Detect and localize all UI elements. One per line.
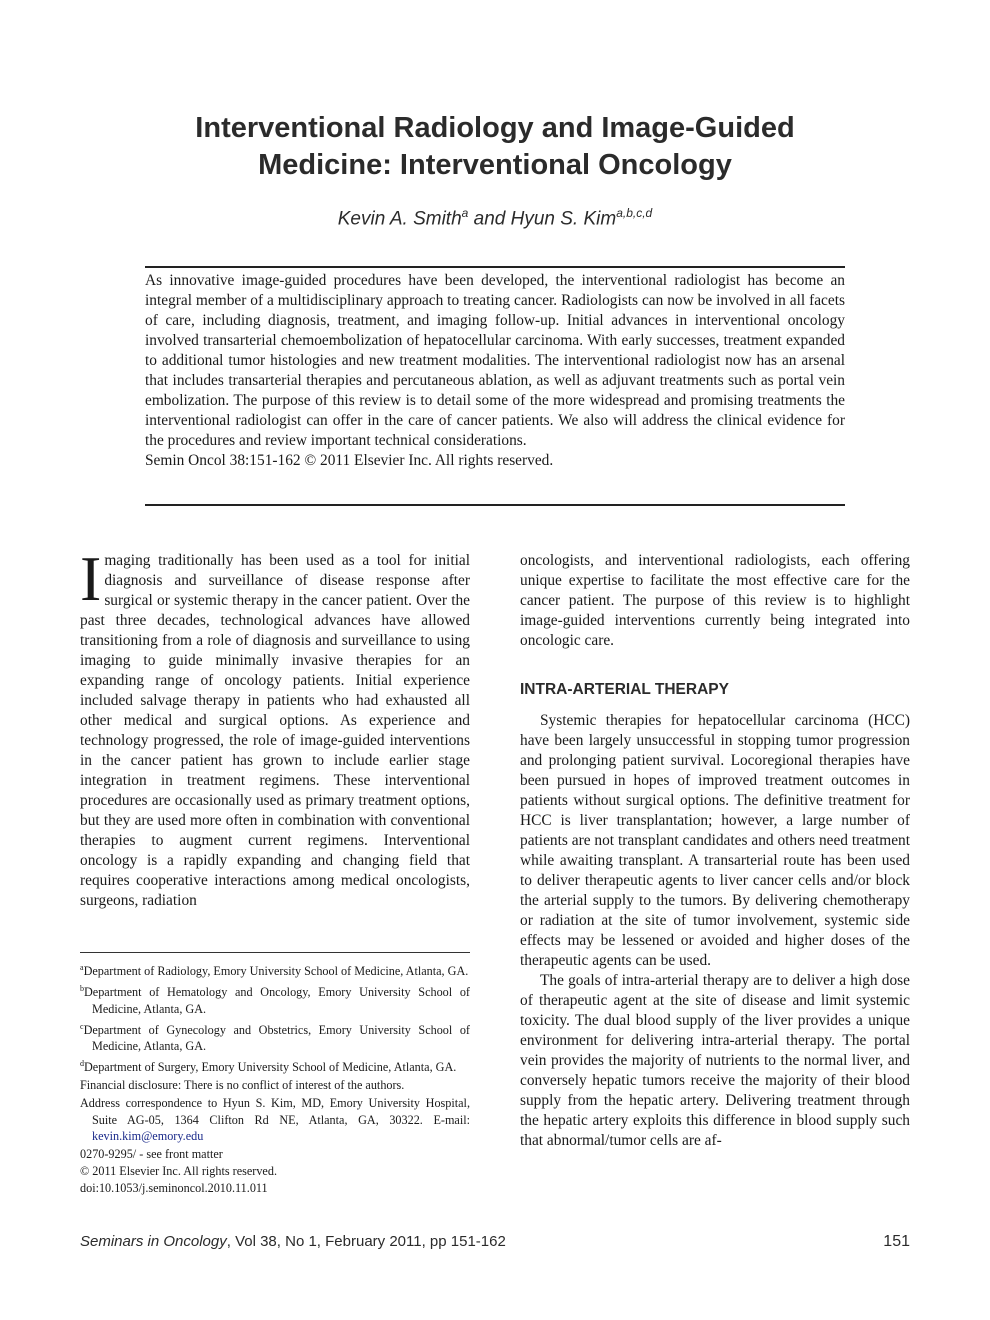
footnote-c-mark: c xyxy=(80,1021,84,1031)
correspondence xyxy=(80,1095,470,1145)
abstract-text: As innovative image-guided procedures have been developed, the interventional radiologist has become an integral member of a multidisciplinary approach to treating cancer. Radiologists can now be involved in all facets of care, including diagnosis, treatment, and imaging follow-up. Initial advances in interventional oncology involved transarterial chemoembolization of hepatocellular carcinoma. With early successes, treatment expanded to additional tumor histologies and new treatment modalities. The interventional radiologist now has an arsenal that includes transarterial therapies and percutaneous ablation, as well as adjuvant treatments such as portal vein embolization. The purpose of this review is to detail some of the more widespread and promising treatments the interventional radiologist can offer in the care of cancer patients. We also will address the clinical evidence for the procedures and review important technical considerations. xyxy=(145,272,845,449)
footnote-c xyxy=(80,1019,470,1056)
financial-disclosure: Financial disclosure: There is no conflict of interest of the authors. xyxy=(80,1078,405,1093)
footnote-a xyxy=(80,960,470,980)
journal-details: , Vol 38, No 1, February 2011, pp 151-162 xyxy=(226,1233,506,1250)
footnote-a-text: Department of Radiology, Emory University School of Medicine, Atlanta, GA. xyxy=(83,964,469,979)
correspondence-text: Address correspondence to Hyun S. Kim, MD, Emory University Hospital, Suite AG-05, 1364 Clifton Rd NE, Atlanta, GA, 30322. E-mail: xyxy=(80,1095,470,1127)
page-footer xyxy=(80,1233,910,1250)
footnote-rule xyxy=(80,952,470,953)
footnote-d-text: Department of Surgery, Emory University School of Medicine, Atlanta, GA. xyxy=(84,1060,457,1075)
author-2: Hyun S. Kim xyxy=(510,208,617,230)
footnote-d xyxy=(80,1056,470,1076)
title-line-1: Interventional Radiology and Image-Guided xyxy=(195,112,795,144)
author-2-affiliation: a,b,c,d xyxy=(616,206,653,220)
abstract-citation: Semin Oncol 38:151-162 © 2011 Elsevier Inc. All rights reserved. xyxy=(145,452,554,469)
footnotes xyxy=(80,960,470,1197)
doi: doi:10.1053/j.seminoncol.2010.11.011 xyxy=(80,1180,268,1195)
intro-text: maging traditionally has been used as a tool for initial diagnosis and surveillance of disease response after surgical or systemic therapy in the cancer patient. Over the past three decades, technological advances have allowed transitioning from a role of diagnosis and surveillance to using imaging to guide minimally invasive therapies for an expanding range of oncology patients. Initial experience included salvage therapy in patients who had exhausted all other medical and surgical options. As experience and technology progressed, the role of image-guided interventions in the cancer patient has grown to include earlier stage integration in treatment regimens. These interventional procedures are occasionally used as primary treatment options, but they are used more often in combination with conventional therapies to augment current regimens. Interventional oncology is a rapidly expanding and changing field that requires cooperative interactions among medical oncologists, surgeons, radiation xyxy=(80,552,470,909)
author-1: Kevin A. Smith xyxy=(337,208,462,230)
footnote-b-text: Department of Hematology and Oncology, Emory University School of Medicine, Atlanta, GA. xyxy=(84,984,470,1016)
drop-cap: I xyxy=(80,543,102,614)
author-line xyxy=(120,206,870,230)
footnote-b xyxy=(80,981,470,1018)
intro-paragraph xyxy=(80,543,470,911)
footnote-b-mark: b xyxy=(80,983,84,993)
body-paragraph-1: Systemic therapies for hepatocellular carcinoma (HCC) have been largely unsuccessful in stopping tumor progression and prolonging patient survival. Locoregional therapies have been pursued in hopes of improved treatment outcomes in patients without surgical options. The definitive treatment for HCC is liver transplantation; however, a large number of patients are not transplant candidates and others need treatment while awaiting transplant. A transarterial route has been used to deliver therapeutic agents to liver cancer cells and/or block the arterial supply to the tumors. By delivering chemotherapy or radiation at the site of tumor involvement, systemic side effects may be lessened or avoided and higher doses of the therapeutic agents can be used. xyxy=(520,712,910,969)
journal-name: Seminars in Oncology xyxy=(80,1233,227,1250)
correspondence-email-link[interactable]: kevin.kim@emory.edu xyxy=(92,1129,204,1144)
right-column xyxy=(520,551,910,1151)
abstract-top-rule xyxy=(145,266,845,268)
abstract-bottom-rule xyxy=(145,504,845,506)
intro-continued-paragraph: oncologists, and interventional radiologists, each offering unique expertise to facilitate the most effective care for the cancer patient. The purpose of this review is to highlight image-guided interventions currently being integrated into oncologic care. xyxy=(520,552,910,649)
abstract xyxy=(145,271,845,471)
footnote-c-text: Department of Gynecology and Obstetrics, Emory University School of Medicine, Atlanta, GA. xyxy=(83,1022,470,1054)
page-number: 151 xyxy=(883,1233,910,1250)
author-joiner: and xyxy=(468,208,511,230)
left-column xyxy=(80,543,470,911)
footnote-d-mark: d xyxy=(80,1059,84,1069)
title-line-2: Medicine: Interventional Oncology xyxy=(258,149,732,181)
author-1-affiliation: a xyxy=(461,206,469,220)
copyright: © 2011 Elsevier Inc. All rights reserved. xyxy=(80,1164,277,1179)
section-heading: INTRA-ARTERIAL THERAPY xyxy=(520,681,729,698)
body-paragraph-2: The goals of intra-arterial therapy are to deliver a high dose of therapeutic agent at the site of disease and limit systemic toxicity. The dual blood supply of the liver provides a unique environment for delivering intra-arterial therapy. The portal vein provides the majority of nutrients to the normal liver, and conversely hepatic tumors receive the majority of their blood supply from the hepatic artery. Delivering treatment through the hepatic artery exploits this difference in blood supply such that abnormal/tumor cells are af- xyxy=(520,972,910,1149)
article-title xyxy=(120,110,870,184)
footnote-a-mark: a xyxy=(80,963,84,972)
issn: 0270-9295/ - see front matter xyxy=(80,1147,223,1162)
